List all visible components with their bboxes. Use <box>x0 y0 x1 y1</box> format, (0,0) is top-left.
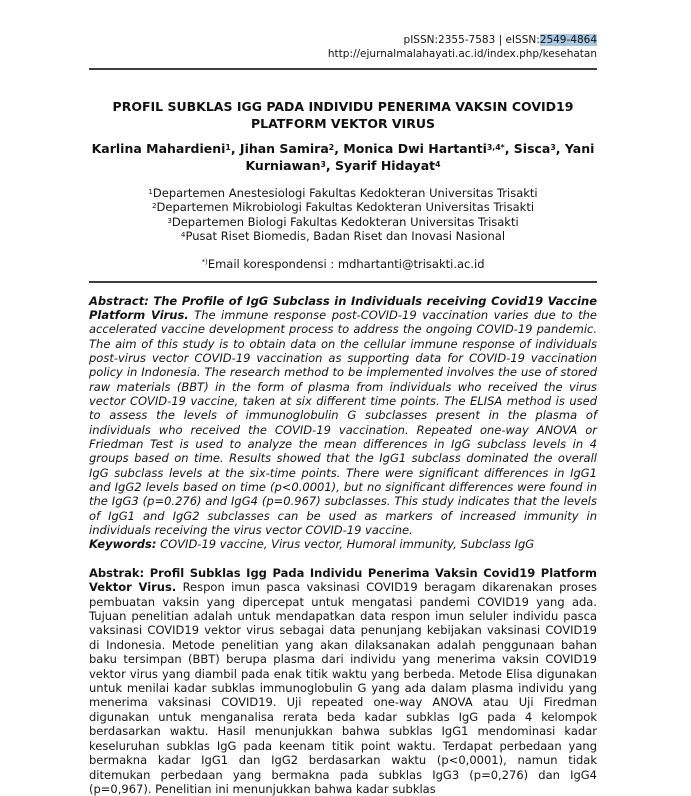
journal-url: http://ejurnalmalahayati.ac.id/index.php/kesehatan <box>327 48 597 60</box>
journal-header <box>89 33 597 61</box>
correspondence-email: *)Email korespondensi : mdhartanti@trisakti.ac.id <box>201 256 485 271</box>
eissn-highlight: 2549-4864 <box>539 34 597 46</box>
affiliation-line-1: $^1$Departemen Anestesiologi Fakultas Kedokteran Universitas Trisakti <box>148 186 538 200</box>
affiliation-line-2: $^2$Departemen Mikrobiologi Fakultas Kedokteran Universitas Trisakti <box>151 200 535 215</box>
abstract-en-body: The immune response post-COVID-19 vaccination varies due to the accelerated vaccine development process to address the ongoing COVID-19 pandemic. The aim of this study is to obtain data on the cellular immune response of individuals post-virus vector COVID-19 vaccination as supporting data for COVID-19 vaccination policy in Indonesia. The research method to be implemented involves the use of stored raw materials (BBT) in the form of plasma from individuals who received the virus vector COVID-19 vaccine, taken at six different time points. The ELISA method is used to assess the levels of immunoglobulin G subclasses present in the plasma of individuals who received the COVID-19 vaccination. Repeated one-way ANOVA or Friedman Test is used to analyze the mean differences in IgG subclass levels in 4 groups based on time. Results showed that the IgG1 subclass dominated the overall IgG subclass levels at the six-time points. There were significant differences in IgG1 and IgG2 levels based on time (p<0.0001), but no significant differences were found in the IgG3 (p=0.276) and IgG4 (p=0.967) subclasses. This study indicates that the levels of IgG1 and IgG2 subclasses can be used as markers of increased immunity in individuals receiving the virus vector COVID-19 vaccine. <box>89 307 597 538</box>
abstract-id <box>89 566 597 796</box>
authors-line: Karlina Mahardieni$^1$, Jihan Samira$^2$, Monica Dwi Hartanti$^{3,4*}$, Sisca$^3$, Yani Kurniawan$^3$, Syarif Hidayat$^4$ <box>91 141 595 173</box>
keywords-text: COVID-19 vaccine, Virus vector, Humoral immunity, Subclass IgG <box>156 537 535 552</box>
keywords-line <box>89 537 597 551</box>
issn-line <box>89 33 597 47</box>
abstract-id-body: Respon imun pasca vaksinasi COVID19 beragam dikarenakan proses pembuatan vaksin yang dipercepat untuk mengatasi pandemi COVID19 yang ada. Tujuan penelitian adalah untuk mendapatkan data respon imun seluler individu pasca vaksinasi COVID19 vektor virus sebagai data penunjang kebijakan vaksinasi COVID19 di Indonesia. Metode penelitian yang akan dilaksanakan adalah penggunaan bahan baku tersimpan (BBT) berupa plasma dari individu yang menerima vaksin COVID19 vektor virus yang diambil pada enak titik waktu yang berbeda. Metode Elisa digunakan untuk menilai kadar subklas immunoglobulin G yang ada dalam plasma individu yang menerima vaksinasi COVID19. Uji repeated one-way ANOVA atau Uji Firedman digunakan untuk menganalisa rerata beda kadar subklas IgG pada 4 kelompok berdasarkan waktu. Hasil menunjukkan bahwa subklas IgG1 mendominasi kadar keseluruhan subklas IgG pada keenam titik point waktu. Terdapat perbedaan yang bermakna kadar IgG1 dan IgG2 berdasarkan waktu (p<0,0001), namun tidak ditemukan perbedaan yang bermakna pada subklas IgG3 (p=0,276) dan IgG4 (p=0,967). Penelitian ini menunjukkan bahwa kadar subklas <box>89 580 598 796</box>
paper-title: PROFIL SUBKLAS IGG PADA INDIVIDU PENERIMA VAKSIN COVID19 PLATFORM VEKTOR VIRUS <box>112 99 574 131</box>
abstract-id-lead: Abstrak: Profil Subklas Igg Pada Individu Penerima Vaksin Covid19 Platform Vektor Virus. <box>89 565 597 595</box>
affiliation-line-3: $^3$Departemen Biologi Fakultas Kedokteran Universitas Trisakti <box>167 214 519 229</box>
page-content <box>89 0 597 796</box>
keywords-label: Keywords: <box>89 537 157 552</box>
affiliations-block <box>89 186 597 244</box>
issn-text: pISSN:2355-7583 | eISSN: <box>403 34 540 46</box>
abstract-en <box>89 294 597 538</box>
abstract-en-lead: Abstract: The Profile of IgG Subclass in Individuals receiving Covid19 Vaccine Platform Virus. <box>89 293 597 322</box>
header-divider <box>89 68 597 70</box>
abstract-divider <box>89 281 597 283</box>
affiliation-line-4: $^4$Pusat Riset Biomedis, Badan Riset dan Inovasi Nasional <box>180 229 506 244</box>
